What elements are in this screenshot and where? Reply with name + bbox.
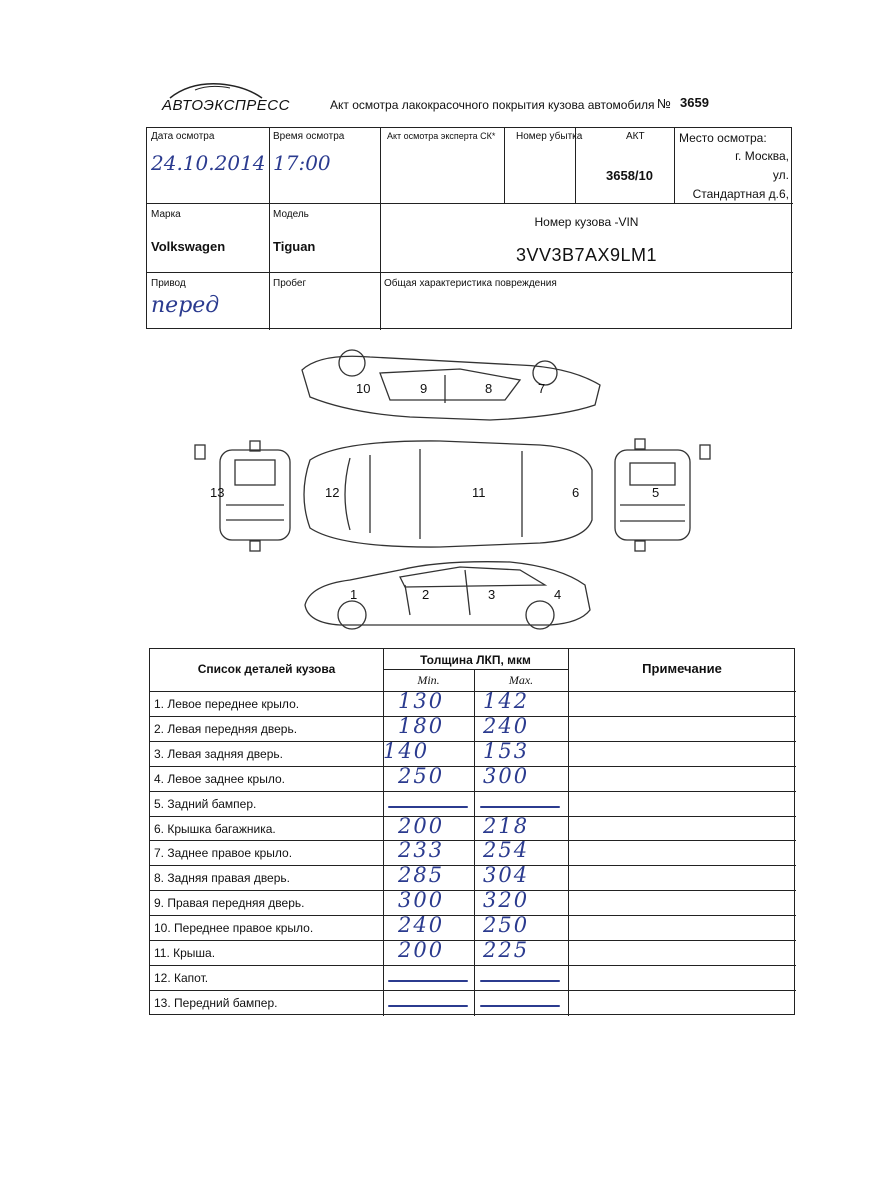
col-parts-header: Список деталей кузова bbox=[197, 662, 336, 676]
zone-7-label: 7 bbox=[538, 381, 546, 396]
mileage-label: Пробег bbox=[273, 278, 307, 289]
max-dash bbox=[480, 1005, 560, 1007]
document-title: Акт осмотра лакокрасочного покрытия кузова автомобиля bbox=[330, 98, 655, 112]
table-row-label: 6. Крышка багажника. bbox=[154, 821, 276, 836]
logo-text: АВТОЭКСПРЕСС bbox=[162, 97, 290, 114]
zone-12-label: 12 bbox=[325, 485, 340, 500]
table-row-label: 12. Капот. bbox=[154, 970, 209, 985]
zone-6-label: 6 bbox=[572, 485, 580, 500]
zone-3-label: 3 bbox=[488, 587, 496, 602]
min-value: 233 bbox=[398, 838, 445, 863]
zone-1-label: 1 bbox=[350, 587, 358, 602]
damage-label: Общая характеристика повреждения bbox=[384, 278, 557, 289]
number-sign: № bbox=[657, 96, 671, 111]
place-label: Место осмотра: bbox=[679, 131, 767, 145]
company-logo bbox=[150, 80, 290, 122]
table-row-label: 3. Левая задняя дверь. bbox=[154, 746, 283, 761]
min-dash bbox=[388, 980, 468, 982]
max-value: 300 bbox=[483, 763, 530, 788]
max-value: 254 bbox=[483, 838, 530, 863]
min-value: 250 bbox=[398, 763, 445, 788]
expert-act-label: Акт осмотра эксперта СК* bbox=[387, 131, 496, 141]
loss-number-label: Номер убытка bbox=[516, 131, 583, 142]
max-value: 225 bbox=[483, 938, 530, 962]
date-label: Дата осмотра bbox=[151, 131, 215, 142]
zone-4-label: 4 bbox=[554, 587, 562, 602]
zone-8-label: 8 bbox=[485, 381, 493, 396]
min-value: 200 bbox=[398, 813, 445, 838]
paint-thickness-table bbox=[149, 648, 795, 1015]
time-value: 17:00 bbox=[273, 151, 331, 175]
table-row-label: 13. Передний бампер. bbox=[154, 995, 278, 1010]
table-row-label: 2. Левая передняя дверь. bbox=[154, 721, 298, 736]
col-note-header: Примечание bbox=[642, 661, 722, 676]
table-row-label: 8. Задняя правая дверь. bbox=[154, 871, 290, 886]
table-row-label: 5. Задний бампер. bbox=[154, 796, 257, 811]
time-label: Время осмотра bbox=[273, 131, 345, 142]
min-dash bbox=[388, 806, 468, 808]
max-value: 304 bbox=[483, 863, 530, 888]
car-body-diagram bbox=[190, 345, 720, 635]
drive-value: перед bbox=[151, 293, 220, 318]
table-row-label: 10. Переднее правое крыло. bbox=[154, 921, 314, 936]
act-label: АКТ bbox=[626, 131, 645, 142]
col-min-header: Min. bbox=[417, 673, 440, 687]
table-row-label: 9. Правая передняя дверь. bbox=[154, 896, 305, 911]
vin-label: Номер кузова -VIN bbox=[534, 215, 639, 229]
vin-value: 3VV3B7AX9LM1 bbox=[515, 245, 658, 265]
min-value: 285 bbox=[398, 863, 445, 888]
min-value: 140 bbox=[383, 738, 430, 763]
zone-11-label: 11 bbox=[472, 485, 486, 500]
max-dash bbox=[480, 980, 560, 982]
place-line-3: Стандартная д.6, bbox=[692, 187, 789, 201]
brand-value: Volkswagen bbox=[151, 239, 226, 254]
min-dash bbox=[388, 1005, 468, 1007]
table-row-label: 11. Крыша. bbox=[154, 946, 216, 960]
act-value: 3658/10 bbox=[606, 168, 653, 183]
max-value: 153 bbox=[483, 738, 530, 763]
document-number: 3659 bbox=[680, 95, 709, 110]
brand-label: Марка bbox=[151, 209, 181, 220]
date-value: 24.10.2014 bbox=[151, 151, 266, 175]
zone-2-label: 2 bbox=[422, 587, 430, 602]
drive-label: Привод bbox=[151, 278, 186, 289]
zone-13-label: 13 bbox=[210, 485, 225, 500]
max-dash bbox=[480, 806, 560, 808]
place-line-2: ул. bbox=[772, 168, 789, 182]
place-line-1: г. Москва, bbox=[735, 149, 789, 163]
max-value: 142 bbox=[483, 689, 530, 713]
max-value: 320 bbox=[483, 888, 530, 913]
table-row-label: 1. Левое переднее крыло. bbox=[154, 697, 300, 711]
min-value: 240 bbox=[398, 913, 445, 938]
max-value: 250 bbox=[483, 913, 530, 938]
table-row-label: 4. Левое заднее крыло. bbox=[154, 771, 285, 786]
inspection-info-grid bbox=[146, 127, 792, 329]
model-label: Модель bbox=[273, 209, 309, 220]
table-row-label: 7. Заднее правое крыло. bbox=[154, 846, 293, 861]
col-max-header: Max. bbox=[508, 673, 534, 687]
model-value: Tiguan bbox=[273, 239, 316, 254]
min-value: 300 bbox=[398, 888, 445, 913]
min-value: 200 bbox=[398, 938, 445, 962]
min-value: 180 bbox=[398, 713, 445, 738]
car-outline-icon bbox=[190, 345, 720, 635]
max-value: 240 bbox=[483, 713, 530, 738]
max-value: 218 bbox=[483, 813, 530, 838]
min-value: 130 bbox=[398, 689, 445, 713]
col-thickness-header: Толщина ЛКП, мкм bbox=[420, 653, 531, 667]
zone-9-label: 9 bbox=[420, 381, 428, 396]
zone-5-label: 5 bbox=[652, 485, 660, 500]
zone-10-label: 10 bbox=[356, 381, 371, 396]
